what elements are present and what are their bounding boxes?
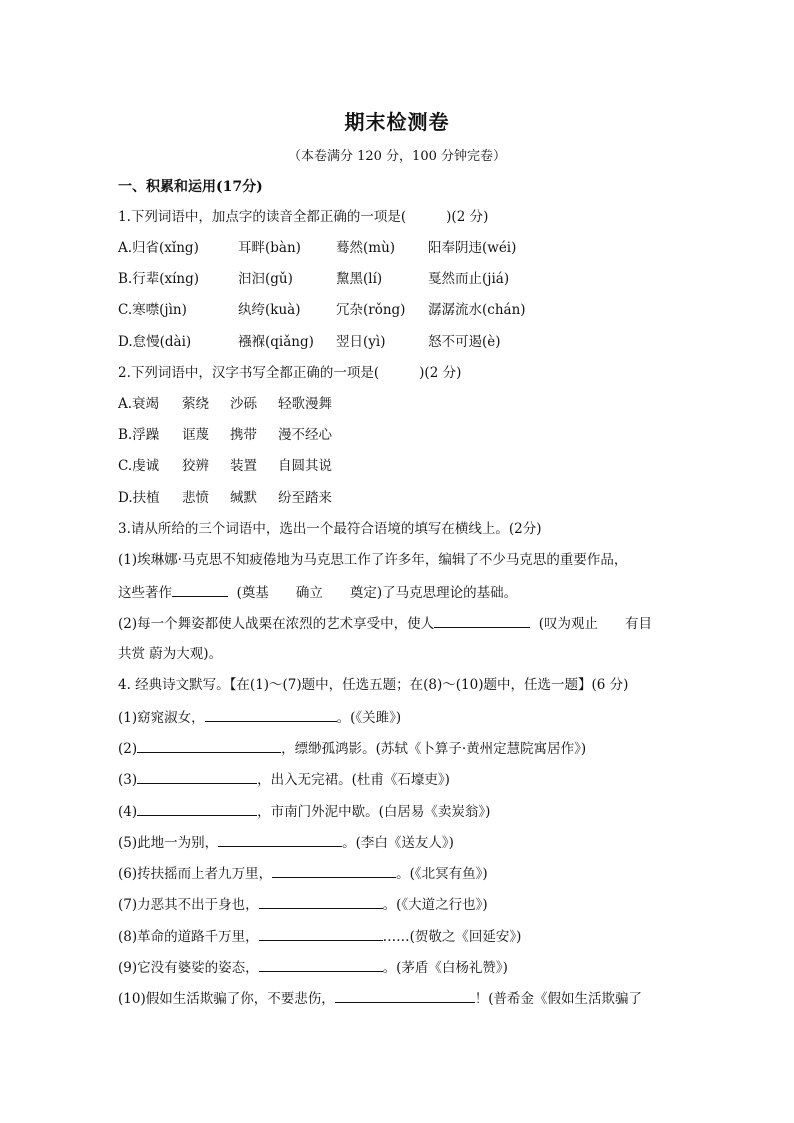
question-2-option-c: C.虔诚 狡辨 装置 自圆其说: [118, 458, 332, 474]
question-1-option-d: D.怠慢(dài) 襁褓(qiǎng) 翌日(yì) 怒不可遏(è): [118, 334, 501, 350]
question-1-stem: 1.下列词语中，加点字的读音全都正确的一项是( )(2 分): [118, 209, 489, 225]
question-1-option-b: B.行辈(xíng) 汩汩(gǔ) 黧黑(lí) 戛然而止(jiá): [118, 271, 510, 287]
poem-item-5: (5)此地一为别， 。(李白《送友人》): [118, 832, 454, 852]
answer-blank[interactable]: [272, 863, 396, 878]
answer-blank[interactable]: [434, 613, 530, 628]
answer-blank[interactable]: [259, 894, 383, 909]
question-2-option-a: A.衰竭 萦绕 沙砾 轻歌漫舞: [118, 396, 332, 412]
question-3-part-1-line-2: 这些著作 (奠基 确立 奠定)了马克思理论的基础。: [118, 582, 517, 602]
question-3-part-2-line-2: 共赏 蔚为大观)。: [118, 646, 223, 662]
question-3-stem: 3.请从所给的三个词语中，选出一个最符合语境的填写在横线上。(2分): [118, 521, 542, 537]
poem-item-9: (9)它没有婆娑的姿态， 。(茅盾《白杨礼赞》): [118, 957, 508, 977]
question-3-part-2-line-1: (2)每一个舞姿都使人战栗在浓烈的艺术享受中，使人 (叹为观止 有目: [118, 613, 652, 633]
poem-item-3: (3) ，出入无完裙。(杜甫《石壕吏》): [118, 769, 450, 789]
answer-blank[interactable]: [259, 926, 383, 941]
question-1-option-a: A.归省(xǐng) 耳畔(bàn) 蓦然(mù) 阳奉阴违(wéi): [118, 240, 517, 256]
page-title: 期末检测卷: [344, 110, 450, 134]
answer-blank[interactable]: [205, 707, 337, 722]
answer-blank[interactable]: [335, 988, 475, 1003]
question-1-option-c: C.寒噤(jìn) 纨绔(kuà) 冗杂(rǒng) 潺潺流水(chán): [118, 302, 526, 318]
poem-item-1: (1)窈窕淑女， 。(《关雎》): [118, 707, 401, 727]
answer-blank[interactable]: [259, 957, 383, 972]
poem-item-8: (8)革命的道路千万里， ……(贺敬之《回延安》): [118, 926, 521, 946]
question-2-option-b: B.浮躁 诓蔑 携带 漫不经心: [118, 427, 332, 443]
poem-item-2: (2) ，缥缈孤鸿影。(苏轼《卜算子·黄州定慧院寓居作》): [118, 738, 586, 758]
question-2-stem: 2.下列词语中，汉字书写全都正确的一项是( )(2 分): [118, 365, 462, 381]
section-heading: 一、积累和运用(17分): [118, 179, 263, 195]
poem-item-6: (6)抟扶摇而上者九万里， 。(《北冥有鱼》): [118, 863, 488, 883]
answer-blank[interactable]: [172, 582, 228, 597]
answer-blank[interactable]: [137, 801, 257, 816]
question-3-part-1-line-1: (1)埃琳娜·马克思不知疲倦地为马克思工作了许多年，编辑了不少马克思的重要作品，: [118, 552, 628, 568]
poem-item-4: (4) ，市南门外泥中歇。(白居易《卖炭翁》): [118, 801, 490, 821]
question-4-stem: 4. 经典诗文默写。【在(1)～(7)题中，任选五题；在(8)～(10)题中，任选一题】(6 分): [118, 677, 629, 693]
answer-blank[interactable]: [137, 769, 257, 784]
question-2-option-d: D.扶植 悲愤 缄默 纷至踏来: [118, 490, 332, 506]
poem-item-7: (7)力恶其不出于身也， 。(《大道之行也》): [118, 894, 488, 914]
answer-blank[interactable]: [137, 738, 281, 753]
poem-item-10: (10)假如生活欺骗了你，不要悲伤， ！(普希金《假如生活欺骗了: [118, 988, 642, 1008]
answer-blank[interactable]: [218, 832, 342, 847]
page-subtitle: （本卷满分 120 分，100 分钟完卷）: [287, 149, 507, 164]
